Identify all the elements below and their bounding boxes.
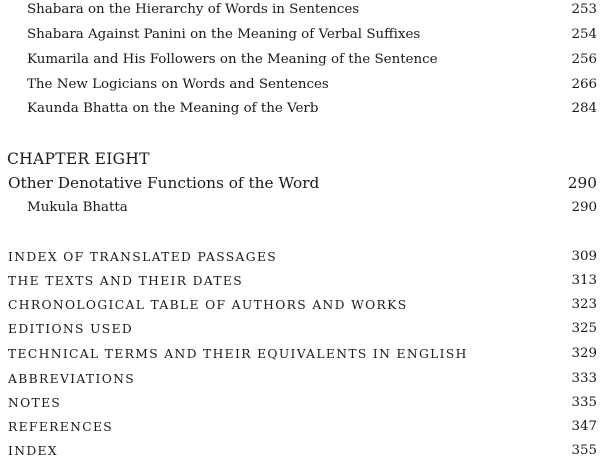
- toc-section-entry: [0, 49, 600, 71]
- toc-section-entry: [0, 24, 600, 46]
- toc-entry-page: 323: [571, 297, 597, 312]
- toc-entry-title: INDEX: [8, 444, 58, 458]
- toc-entry-title: THE TEXTS AND THEIR DATES: [8, 274, 244, 288]
- toc-entry-page: 254: [571, 27, 597, 42]
- toc-backmatter-entry: [0, 294, 600, 316]
- toc-entry-page: 347: [571, 419, 597, 434]
- toc-backmatter-entry: [0, 440, 600, 462]
- toc-entry-page: 309: [571, 249, 597, 264]
- toc-backmatter-entry: [0, 246, 600, 268]
- toc-entry-title: The New Logicians on Words and Sentences: [27, 77, 329, 92]
- toc-entry-page: 355: [571, 443, 597, 458]
- toc-entry-page: 333: [571, 371, 597, 386]
- toc-backmatter-entry: [0, 270, 600, 292]
- toc-entry-page: 256: [571, 52, 597, 67]
- toc-entry-page: 290: [567, 174, 597, 192]
- toc-backmatter-entry: [0, 318, 600, 340]
- toc-entry-title: Kaunda Bhatta on the Meaning of the Verb: [27, 101, 319, 116]
- toc-section-entry: [0, 74, 600, 96]
- toc-entry-title: REFERENCES: [8, 420, 114, 434]
- toc-chapter-entry: [0, 172, 600, 194]
- toc-entry-title: NOTES: [8, 396, 62, 410]
- toc-entry-page: 290: [571, 200, 597, 215]
- toc-entry-title: Mukula Bhatta: [27, 200, 128, 215]
- toc-entry-title: Shabara on the Hierarchy of Words in Sentences: [27, 2, 360, 17]
- toc-backmatter-entry: [0, 416, 600, 438]
- toc-entry-title: Kumarila and His Followers on the Meaning of the Sentence: [27, 52, 438, 67]
- toc-entry-page: 325: [571, 321, 597, 336]
- toc-section-entry: [0, 197, 600, 219]
- toc-entry-page: 284: [571, 101, 597, 116]
- chapter-title: Other Denotative Functions of the Word: [8, 174, 320, 192]
- toc-entry-title: ABBREVIATIONS: [8, 372, 136, 386]
- toc-entry-title: INDEX OF TRANSLATED PASSAGES: [8, 250, 278, 264]
- toc-entry-title: EDITIONS USED: [8, 322, 134, 336]
- toc-entry-title: TECHNICAL TERMS AND THEIR EQUIVALENTS IN ENGLISH: [8, 347, 468, 361]
- toc-entry-page: 335: [571, 395, 597, 410]
- toc-entry-title: CHRONOLOGICAL TABLE OF AUTHORS AND WORKS: [8, 298, 408, 312]
- toc-backmatter-entry: [0, 392, 600, 414]
- toc-section-entry: [0, 98, 600, 120]
- toc-entry-title: Shabara Against Panini on the Meaning of Verbal Suffixes: [27, 27, 421, 42]
- toc-entry-page: 266: [571, 77, 597, 92]
- toc-entry-page: 329: [571, 346, 597, 361]
- toc-section-entry: [0, 0, 600, 21]
- toc-backmatter-entry: [0, 368, 600, 390]
- toc-entry-page: 313: [571, 273, 597, 288]
- toc-entry-page: 253: [571, 2, 597, 17]
- toc-backmatter-entry: [0, 343, 600, 365]
- chapter-label: CHAPTER EIGHT: [7, 150, 150, 168]
